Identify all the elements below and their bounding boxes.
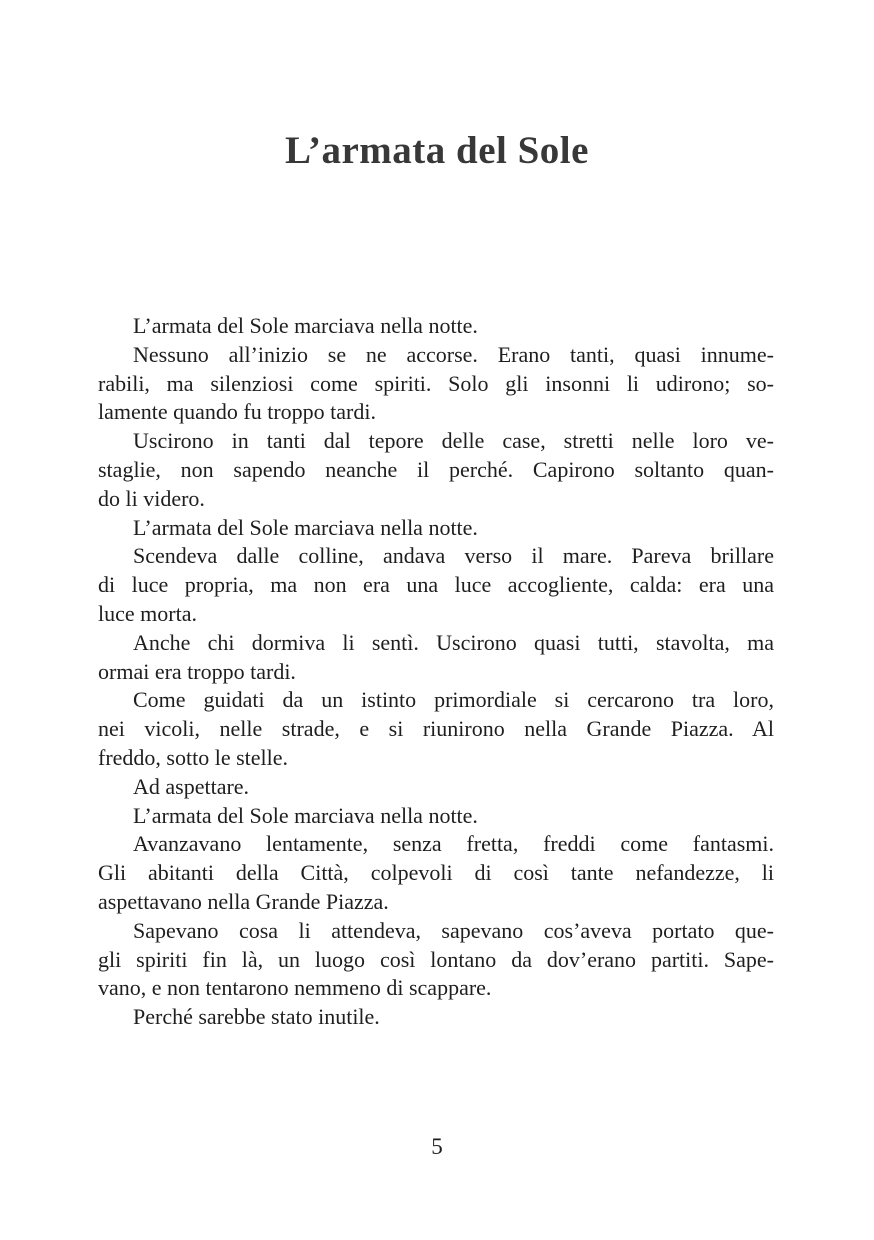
page-number: 5 xyxy=(431,1134,443,1159)
text-line: freddo, sotto le stelle. xyxy=(98,744,289,770)
text-line: vano, e non tentarono nemmeno di scappare. xyxy=(98,975,492,1001)
text-line: Come guidati da un istinto primordiale si cercarono tra loro, xyxy=(133,687,774,713)
text-line: luce morta. xyxy=(98,600,197,626)
chapter-title: L’armata del Sole xyxy=(285,129,589,172)
text-line: Anche chi dormiva li sentì. Uscirono quasi tutti, stavolta, ma xyxy=(133,629,774,655)
text-line: L’armata del Sole marciava nella notte. xyxy=(133,313,478,338)
text-line: lamente quando fu troppo tardi. xyxy=(98,399,376,425)
text-line: rabili, ma silenziosi come spiriti. Solo gli insonni li udirono; so- xyxy=(98,370,774,396)
text-line: Uscirono in tanti dal tepore delle case, stretti nelle loro ve- xyxy=(133,428,774,454)
body-text xyxy=(98,312,774,1032)
text-line: gli spiriti fin là, un luogo così lontano da dov’erano partiti. Sape- xyxy=(98,946,774,972)
text-line: Sapevano cosa li attendeva, sapevano cos’aveva portato que- xyxy=(133,917,774,943)
text-line: staglie, non sapendo neanche il perché. Capirono soltanto quan- xyxy=(98,456,774,482)
text-line: Scendeva dalle colline, andava verso il mare. Pareva brillare xyxy=(133,543,774,569)
text-line: aspettavano nella Grande Piazza. xyxy=(98,888,389,914)
text-line: Perché sarebbe stato inutile. xyxy=(133,1004,380,1030)
text-line: L’armata del Sole marciava nella notte. xyxy=(133,514,478,540)
text-line: Gli abitanti della Città, colpevoli di così tante nefandezze, li xyxy=(98,860,774,886)
text-line: Avanzavano lentamente, senza fretta, freddi come fantasmi. xyxy=(133,831,774,857)
text-line: Ad aspettare. xyxy=(133,773,250,799)
text-line: ormai era troppo tardi. xyxy=(98,658,296,684)
text-line: Nessuno all’inizio se ne accorse. Erano tanti, quasi innume- xyxy=(133,341,774,367)
text-line: nei vicoli, nelle strade, e si riunirono nella Grande Piazza. Al xyxy=(98,716,774,742)
text-line: di luce propria, ma non era una luce accogliente, calda: era una xyxy=(98,572,774,598)
text-line: do li videro. xyxy=(98,485,205,511)
text-line: L’armata del Sole marciava nella notte. xyxy=(133,802,478,828)
